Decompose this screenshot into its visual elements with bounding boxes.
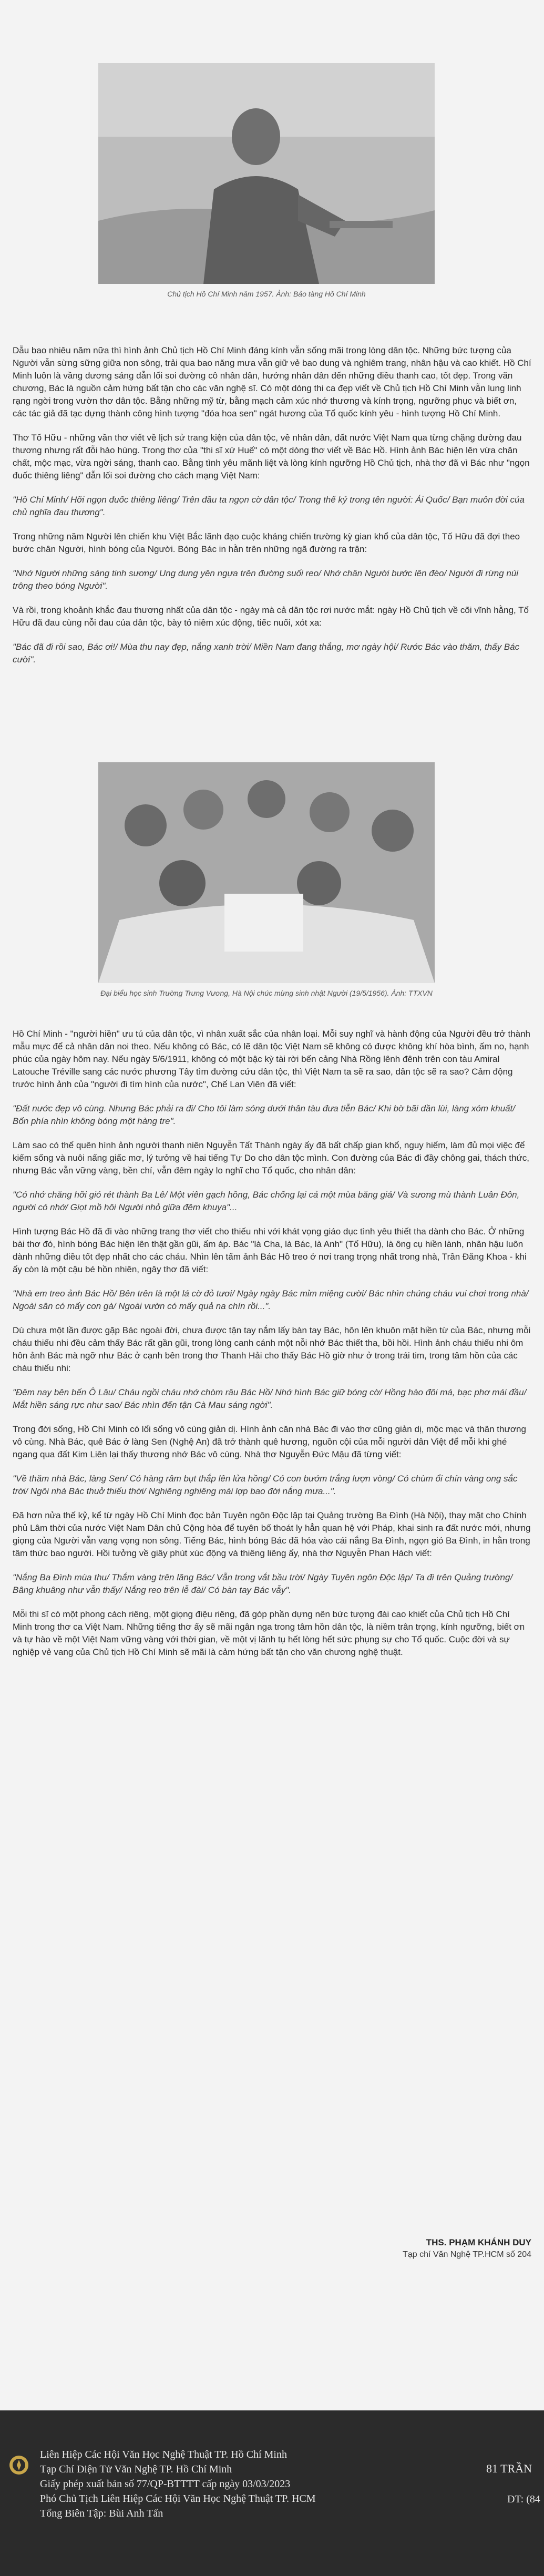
article-paragraph: Dù chưa một lần được gặp Bác ngoài đời, chưa được tận tay nắm lấy bàn tay Bác, hôn lên khuôn mặt hiền từ của Bác, nhưng mỗi cháu thiếu nhi đều cảm thấy Bác rất gần gũi, trong lòng canh cánh một nỗi nhớ Bác thiết tha, bồi hồi. Hình ảnh cháu thiếu nhi ôm hôn ảnh Bác mà ngỡ như Bác ở cạnh bên trong thơ Thanh Hải cho thấy Bác Hồ giờ như ở trong trái tim, trong tâm hồn của các cháu thiếu nhi:	[13, 1325, 531, 1373]
portrait-illustration	[98, 63, 435, 284]
article-source: Tạp chí Văn Nghệ TP.HCM số 204	[403, 2250, 531, 2259]
children-illustration	[98, 762, 435, 983]
footer-line-org: Liên Hiệp Các Hội Văn Học Nghệ Thuật TP. Hồ Chí Minh	[40, 2449, 287, 2460]
article-paragraph: Thơ Tố Hữu - những vần thơ viết về lịch sử trang kiện của dân tộc, về nhân dân, đất nước Việt Nam qua từng chặng đường đau thương nhưng rất đỗi hào hùng. Trong thơ của "thi sĩ xứ Huế" có một dòng thơ viết về Bác Hồ. Hình ảnh Bác hiện lên vừa chân chất, mộc mạc, vừa ngời sáng, thanh cao. Bằng tình yêu mãnh liệt và lòng kính ngưỡng Hồ Chủ tịch, nhà thơ đã vì Bác như "ngọn đuốc thiêng liêng" dẫn lối soi đường cho cách mạng Việt Nam:	[13, 433, 530, 481]
footer-line-editor: Tổng Biên Tập: Bùi Anh Tấn	[40, 2508, 163, 2519]
article-paragraph: Hình tượng Bác Hồ đã đi vào những trang thơ viết cho thiếu nhi với khát vọng giáo dục tình yêu thiết tha dành cho Bác. Ở những bài thơ đó, hình bóng Bác hiện lên thật gần gũi, ấm áp. Bác "là Cha, là Bác, là Anh" (Tố Hữu), là ông cụ hiền lành, nhân hậu luôn dành những điều tốt đẹp nhất cho các cháu. Nhìn lên tấm ảnh Bác Hồ treo ở nơi trang trọng nhất trong nhà, Trần Đăng Khoa - khi ấy còn là một cậu bé hồn nhiên, ngây thơ đã viết:	[13, 1226, 527, 1274]
article-photo-2	[98, 762, 435, 998]
poem-quote: "Nắng Ba Đình mùa thu/ Thắm vàng trên lăng Bác/ Vẫn trong vắt bầu trời/ Ngày Tuyên ngôn Độc lập/ Ta đi trên Quảng trường/ Bâng khuâng như vẫn thấy/ Nắng reo trên lễ đài/ Có bàn tay Bác vẫy".	[13, 1572, 513, 1595]
poem-quote: "Nhớ Người những sáng tinh sương/ Ung dung yên ngựa trên đường suối reo/ Nhớ chân Người bước lên đèo/ Người đi rừng núi trông theo bóng Người".	[13, 568, 519, 591]
author-name: THS. PHẠM KHÁNH DUY	[426, 2237, 531, 2247]
poem-quote: "Có nhớ chăng hỡi gió rét thành Ba Lê/ Một viên gạch hồng, Bác chống lại cả một mùa băng giá/ Và sương mù thành Luân Đôn, người có nhớ/ Giọt mồ hôi Người nhỏ giữa đêm khuya"...	[13, 1190, 520, 1212]
footer-address: 81 TRẦN	[486, 2462, 532, 2475]
article-paragraph: Trong đời sống, Hồ Chí Minh có lối sống vô cùng giản dị. Hình ảnh căn nhà Bác đi vào thơ cũng giản dị, mộc mạc và thân thương vô cùng. Nhà Bác, quê Bác ở làng Sen (Nghệ An) đã trở thành quê hương, nguồn cội của mỗi người dân Việt để mỗi khi ghé ngang qua đất Kim Liên lại thấy thương nhớ Bác vô cùng. Nhà thơ Nguyễn Đức Mậu đã từng viết:	[13, 1424, 526, 1459]
footer-info	[40, 2447, 316, 2521]
article-text-block-1	[13, 344, 531, 678]
article-paragraph: Làm sao có thể quên hình ảnh người thanh niên Nguyễn Tất Thành ngày ấy đã bất chấp gian khổ, nguy hiểm, làm đủ mọi việc để kiếm sống và nuôi nấng giấc mơ, lý tưởng về hai tiếng Tự Do cho dân tộc mình. Con đường của Bác đi đầy chông gai, thách thức, nhưng Bác vẫn vững vàng, bền chí, vẫn đêm ngày lo nghĩ cho Tổ quốc, cho nhân dân:	[13, 1140, 530, 1175]
poem-quote: "Nhà em treo ảnh Bác Hồ/ Bên trên là một lá cờ đỏ tươi/ Ngày ngày Bác mỉm miệng cười/ Bác nhìn chúng cháu vui chơi trong nhà/ Ngoài sân có mấy con gà/ Ngoài vườn có mấy quả na chín rồi...".	[13, 1289, 529, 1311]
poem-quote: "Đất nước đẹp vô cùng. Nhưng Bác phải ra đi/ Cho tôi làm sóng dưới thân tàu đưa tiễn Bác/ Khi bờ bãi dần lùi, làng xóm khuất/ Bốn phía nhìn không bóng một hàng tre".	[13, 1103, 516, 1126]
poem-quote: "Bác đã đi rồi sao, Bác ơi!/ Mùa thu nay đẹp, nắng xanh trời/ Miền Nam đang thắng, mơ ngày hội/ Rước Bác vào thăm, thấy Bác cười".	[13, 642, 520, 665]
site-logo-icon[interactable]	[8, 2455, 29, 2476]
article-paragraph: Mỗi thi sĩ có một phong cách riêng, một giọng điệu riêng, đã góp phần dựng nên bức tượng đài cao khiết của Chủ tịch Hồ Chí Minh trong thơ ca Việt Nam. Những tiếng thơ ấy sẽ mãi ngân nga trong tâm hồn dân tộc, là niềm trân trọng, kính ngưỡng, biết ơn và tự hào về một Việt Nam vững vàng với thời gian, về một vị lãnh tụ hết lòng hết sức phụng sự cho Tổ quốc. Cuộc đời và sự nghiệp vẻ vang của Chủ tịch Hồ Chí Minh sẽ mãi là cảm hứng bất tận cho văn chương nghệ thuật.	[13, 1609, 525, 1657]
children-photo-image	[98, 762, 435, 983]
footer-line-license: Giấy phép xuất bản số 77/QP-BTTTT cấp ngày 03/03/2023	[40, 2478, 291, 2490]
article-paragraph: Đã hơn nửa thế kỷ, kể từ ngày Hồ Chí Minh đọc bản Tuyên ngôn Độc lập tại Quảng trường Ba Đình (Hà Nội), thay mặt cho Chính phủ Lâm thời của nước Việt Nam Dân chủ Cộng hòa để tuyên bố thoát ly hẳn quan hệ với Pháp, khai sinh ra đất nước mới, nhưng giọng của Người vẫn vang vọng non sông. Tiếng Bác, hình bóng Bác đã hóa vào cái nắng Ba Đình, ngọn gió Ba Đình, in hằn trong tâm thức bao người. Hồi tưởng về giây phút xúc động và thiêng liêng ấy, nhà thơ Nguyễn Phan Hách viết:	[13, 1510, 531, 1558]
footer-line-vice-chair: Phó Chủ Tịch Liên Hiệp Các Hội Văn Học Nghệ Thuật TP. HCM	[40, 2493, 316, 2505]
poem-quote: "Đêm nay bên bến Ô Lâu/ Cháu ngồi cháu nhớ chòm râu Bác Hồ/ Nhớ hình Bác giữ bóng cờ/ Hồng hào đôi má, bạc phơ mái đầu/ Mắt hiền sáng rực như sao/ Bác nhìn đến tận Cà Mau sáng ngời".	[13, 1387, 527, 1410]
poem-quote: "Về thăm nhà Bác, làng Sen/ Có hàng râm bụt thắp lên lửa hồng/ Có con bướm trắng lượn vòng/ Có chùm ổi chín vàng ong sắc trời/ Ngôi nhà Bác thuở thiếu thời/ Nghiêng nghiêng mái lợp bao đời nắng mưa...".	[13, 1474, 518, 1496]
byline	[13, 2234, 531, 2260]
portrait-image	[98, 63, 435, 284]
footer-line-magazine: Tạp Chí Điện Tử Văn Nghệ TP. Hồ Chí Minh	[40, 2463, 232, 2475]
article-text-block-2	[13, 1028, 531, 1670]
article-paragraph: Và rồi, trong khoảnh khắc đau thương nhất của dân tộc - ngày mà cả dân tộc rơi nước mắt: ngày Hồ Chủ tịch về cõi vĩnh hằng, Tố Hữu đã đau cùng nỗi đau của dân tộc, bày tỏ niềm xúc động, tiếc nuối, xót xa:	[13, 605, 529, 628]
site-footer	[0, 2410, 544, 2576]
photo-caption-2: Đại biểu học sinh Trường Trưng Vương, Hà Nội chúc mừng sinh nhật Người (19/5/1956). Ảnh: TTXVN	[100, 989, 433, 997]
article-paragraph: Hồ Chí Minh - "người hiền" ưu tú của dân tộc, vì nhân xuất sắc của nhân loại. Mỗi suy nghĩ và hành động của Người đều trở thành mẫu mực để cả nhân dân noi theo. Nếu không có Bác, có lẽ dân tộc Việt Nam sẽ không có được không khí hòa bình, ấm no, hạnh phúc của ngày hôm nay. Nếu ngày 5/6/1911, không có một bậc kỳ tài rời bến cảng Nhà Rồng lênh đênh trên con tàu Amiral Latouche Tréville sang các nước phương Tây tìm đường cứu dân tộc, thì Việt Nam ta sẽ ra sao, dân tộc sẽ ra sao? Cảm động trước hình ảnh của "người đi tìm hình của nước", Chế Lan Viên đã viết:	[13, 1029, 531, 1089]
photo-caption-1: Chủ tịch Hồ Chí Minh năm 1957. Ảnh: Bảo tàng Hồ Chí Minh	[167, 290, 366, 298]
article-paragraph: Trong những năm Người lên chiến khu Việt Bắc lãnh đạo cuộc kháng chiến trường kỳ gian khổ của dân tộc, Tố Hữu đã đợi theo bước chân Người, hình bóng của Người. Bóng Bác in hằn trên những ngã đường ra trận:	[13, 531, 520, 554]
article-photo-1	[98, 63, 435, 299]
footer-phone: ĐT: (84	[507, 2493, 540, 2505]
poem-quote: "Hồ Chí Minh/ Hỡi ngọn đuốc thiêng liêng/ Trên đầu ta ngọn cờ dân tộc/ Trong thế kỷ trong tên người: Ái Quốc/ Bạn muôn đời của chủ nghĩa đau thương".	[13, 495, 525, 517]
article-paragraph: Dẫu bao nhiêu năm nữa thì hình ảnh Chủ tịch Hồ Chí Minh đáng kính vẫn sống mãi trong lòng dân tộc. Những bức tượng của Người vẫn sừng sững giữa non sông, trải qua bao năng mưa vẫn giữ vẻ bao dung và nghiêm trang, nhân hậu và cao khiết. Hồ Chí Minh luôn là vầng dương sáng dẫn lối soi đường cô nhân dân, hướng nhân dân đến những điều thanh cao, tốt đẹp. Trong văn chương, Bác là nguồn cảm hứng bất tận cho các văn nghệ sĩ. Có một dòng thi ca đẹp viết về Chủ tịch Hồ Chí Minh vẫn lung linh rạng ngời trong vườn thơ dân tộc. Bằng những mỹ từ, bằng mạch cảm xúc nhớ thương và kính trọng, ngưỡng phục và biết ơn, các tác giả đã tạc dựng thành công hình tượng "đóa hoa sen" ngát hương của Tổ quốc kính yêu - hình tượng Hồ Chí Minh.	[13, 345, 531, 418]
